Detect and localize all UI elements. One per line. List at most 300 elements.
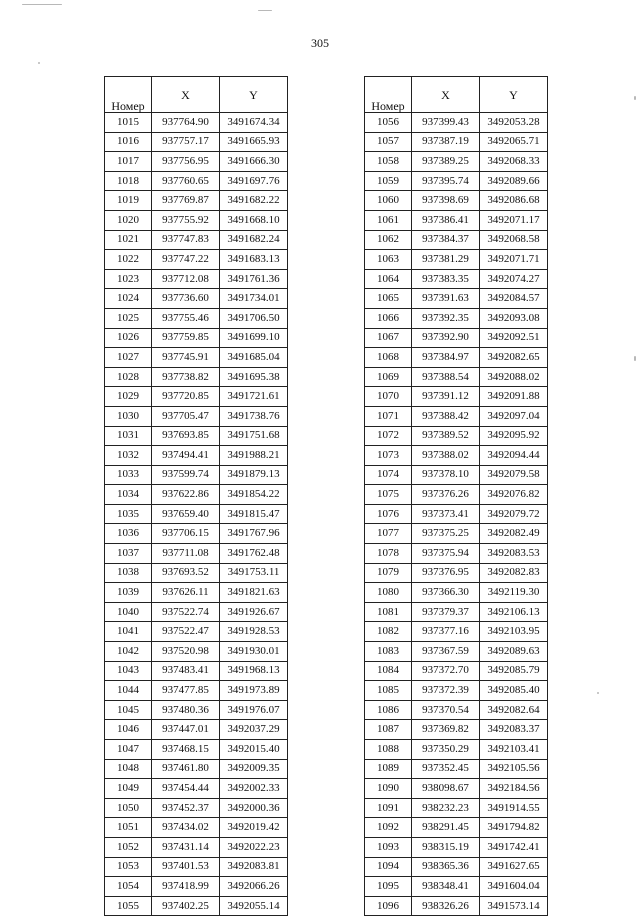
table-row [105, 113, 288, 133]
x-coordinate-cell: 937392.90 [412, 328, 480, 348]
x-coordinate-cell: 938232.23 [412, 798, 480, 818]
x-coordinate-cell: 937386.41 [412, 210, 480, 230]
x-coordinate-cell: 937431.14 [152, 837, 220, 857]
table-row [365, 113, 548, 133]
table-row [365, 446, 548, 466]
point-number-cell: 1017 [105, 152, 152, 172]
y-coordinate-cell: 3491926.67 [220, 602, 288, 622]
point-number-cell: 1065 [365, 289, 412, 309]
point-number-cell: 1021 [105, 230, 152, 250]
point-number-cell: 1024 [105, 289, 152, 309]
table-row [105, 446, 288, 466]
y-coordinate-cell: 3492066.26 [220, 877, 288, 897]
x-coordinate-cell: 938291.45 [412, 818, 480, 838]
table-row [365, 740, 548, 760]
x-coordinate-cell: 937756.95 [152, 152, 220, 172]
x-coordinate-cell: 938326.26 [412, 896, 480, 916]
y-coordinate-cell: 3492074.27 [480, 269, 548, 289]
x-coordinate-cell: 937599.74 [152, 465, 220, 485]
scan-speck [634, 96, 636, 100]
y-coordinate-cell: 3492103.41 [480, 740, 548, 760]
x-coordinate-cell: 937659.40 [152, 504, 220, 524]
x-coordinate-cell: 937755.92 [152, 210, 220, 230]
y-coordinate-cell: 3491753.11 [220, 563, 288, 583]
x-coordinate-cell: 937381.29 [412, 250, 480, 270]
point-number-cell: 1082 [365, 622, 412, 642]
y-coordinate-cell: 3492037.29 [220, 720, 288, 740]
table-row [365, 681, 548, 701]
table-row [105, 798, 288, 818]
point-number-cell: 1094 [365, 857, 412, 877]
point-number-cell: 1086 [365, 700, 412, 720]
table-row [105, 720, 288, 740]
point-number-cell: 1075 [365, 485, 412, 505]
table-row [365, 602, 548, 622]
y-coordinate-cell: 3491682.24 [220, 230, 288, 250]
table-row [365, 367, 548, 387]
table-row [365, 308, 548, 328]
x-coordinate-cell: 937622.86 [152, 485, 220, 505]
point-number-cell: 1047 [105, 740, 152, 760]
y-coordinate-cell: 3492071.17 [480, 210, 548, 230]
y-coordinate-cell: 3492105.56 [480, 759, 548, 779]
point-number-cell: 1048 [105, 759, 152, 779]
point-number-cell: 1079 [365, 563, 412, 583]
y-coordinate-cell: 3491695.38 [220, 367, 288, 387]
point-number-cell: 1080 [365, 583, 412, 603]
point-number-cell: 1087 [365, 720, 412, 740]
y-coordinate-cell: 3491815.47 [220, 504, 288, 524]
x-coordinate-cell: 937747.83 [152, 230, 220, 250]
table-row [105, 583, 288, 603]
y-coordinate-cell: 3491928.53 [220, 622, 288, 642]
table-row [365, 798, 548, 818]
y-coordinate-cell: 3492015.40 [220, 740, 288, 760]
table-row [105, 328, 288, 348]
x-coordinate-cell: 937461.80 [152, 759, 220, 779]
table-row [105, 524, 288, 544]
x-coordinate-cell: 937747.22 [152, 250, 220, 270]
x-coordinate-cell: 937391.63 [412, 289, 480, 309]
table-row [365, 661, 548, 681]
y-coordinate-cell: 3492119.30 [480, 583, 548, 603]
point-number-cell: 1077 [365, 524, 412, 544]
y-coordinate-cell: 3492094.44 [480, 446, 548, 466]
y-coordinate-cell: 3491976.07 [220, 700, 288, 720]
table-row [365, 563, 548, 583]
table-row [105, 426, 288, 446]
x-coordinate-cell: 937372.70 [412, 661, 480, 681]
y-coordinate-cell: 3492095.92 [480, 426, 548, 446]
table-row [105, 171, 288, 191]
point-number-cell: 1059 [365, 171, 412, 191]
point-number-cell: 1050 [105, 798, 152, 818]
x-coordinate-cell: 937736.60 [152, 289, 220, 309]
column-header-number: Номер [105, 77, 152, 113]
point-number-cell: 1031 [105, 426, 152, 446]
y-coordinate-cell: 3491854.22 [220, 485, 288, 505]
point-number-cell: 1049 [105, 779, 152, 799]
table-row [365, 877, 548, 897]
y-coordinate-cell: 3491761.36 [220, 269, 288, 289]
x-coordinate-cell: 937757.17 [152, 132, 220, 152]
table-row [105, 367, 288, 387]
point-number-cell: 1022 [105, 250, 152, 270]
y-coordinate-cell: 3491988.21 [220, 446, 288, 466]
point-number-cell: 1076 [365, 504, 412, 524]
x-coordinate-cell: 937399.43 [412, 113, 480, 133]
table-row [105, 308, 288, 328]
x-coordinate-cell: 937376.95 [412, 563, 480, 583]
column-header-x: X [152, 77, 220, 113]
y-coordinate-cell: 3492022.23 [220, 837, 288, 857]
y-coordinate-cell: 3491682.22 [220, 191, 288, 211]
table-row [365, 837, 548, 857]
point-number-cell: 1089 [365, 759, 412, 779]
point-number-cell: 1019 [105, 191, 152, 211]
y-coordinate-cell: 3492009.35 [220, 759, 288, 779]
y-coordinate-cell: 3491699.10 [220, 328, 288, 348]
x-coordinate-cell: 937392.35 [412, 308, 480, 328]
y-coordinate-cell: 3492083.53 [480, 544, 548, 564]
point-number-cell: 1051 [105, 818, 152, 838]
point-number-cell: 1046 [105, 720, 152, 740]
x-coordinate-cell: 937373.41 [412, 504, 480, 524]
y-coordinate-cell: 3491685.04 [220, 348, 288, 368]
x-coordinate-cell: 937494.41 [152, 446, 220, 466]
x-coordinate-cell: 937483.41 [152, 661, 220, 681]
point-number-cell: 1067 [365, 328, 412, 348]
y-coordinate-cell: 3491683.13 [220, 250, 288, 270]
x-coordinate-cell: 937452.37 [152, 798, 220, 818]
y-coordinate-cell: 3491573.14 [480, 896, 548, 916]
x-coordinate-cell: 937738.82 [152, 367, 220, 387]
y-coordinate-cell: 3492068.58 [480, 230, 548, 250]
x-coordinate-cell: 937379.37 [412, 602, 480, 622]
table-row [105, 642, 288, 662]
x-coordinate-cell: 937755.46 [152, 308, 220, 328]
x-coordinate-cell: 937376.26 [412, 485, 480, 505]
y-coordinate-cell: 3491738.76 [220, 406, 288, 426]
point-number-cell: 1028 [105, 367, 152, 387]
x-coordinate-cell: 937388.02 [412, 446, 480, 466]
scan-speck [38, 62, 40, 64]
table-row [365, 210, 548, 230]
y-coordinate-cell: 3492079.58 [480, 465, 548, 485]
table-row [365, 387, 548, 407]
x-coordinate-cell: 937369.82 [412, 720, 480, 740]
point-number-cell: 1061 [365, 210, 412, 230]
x-coordinate-cell: 937375.94 [412, 544, 480, 564]
point-number-cell: 1064 [365, 269, 412, 289]
point-number-cell: 1033 [105, 465, 152, 485]
x-coordinate-cell: 937388.42 [412, 406, 480, 426]
x-coordinate-cell: 937383.35 [412, 269, 480, 289]
y-coordinate-cell: 3492083.81 [220, 857, 288, 877]
point-number-cell: 1037 [105, 544, 152, 564]
point-number-cell: 1018 [105, 171, 152, 191]
x-coordinate-cell: 937375.25 [412, 524, 480, 544]
column-header-number: Номер [365, 77, 412, 113]
point-number-cell: 1023 [105, 269, 152, 289]
x-coordinate-cell: 937626.11 [152, 583, 220, 603]
column-header-x: X [412, 77, 480, 113]
table-row [105, 602, 288, 622]
y-coordinate-cell: 3492065.71 [480, 132, 548, 152]
table-row [365, 230, 548, 250]
x-coordinate-cell: 937712.08 [152, 269, 220, 289]
coordinates-table-right [364, 76, 548, 916]
x-coordinate-cell: 937372.39 [412, 681, 480, 701]
point-number-cell: 1015 [105, 113, 152, 133]
x-coordinate-cell: 937760.65 [152, 171, 220, 191]
x-coordinate-cell: 937350.29 [412, 740, 480, 760]
table-row [105, 563, 288, 583]
x-coordinate-cell: 938348.41 [412, 877, 480, 897]
table-row [365, 583, 548, 603]
point-number-cell: 1039 [105, 583, 152, 603]
x-coordinate-cell: 937769.87 [152, 191, 220, 211]
x-coordinate-cell: 938365.36 [412, 857, 480, 877]
x-coordinate-cell: 937477.85 [152, 681, 220, 701]
table-row [365, 289, 548, 309]
point-number-cell: 1060 [365, 191, 412, 211]
x-coordinate-cell: 937693.52 [152, 563, 220, 583]
y-coordinate-cell: 3492085.79 [480, 661, 548, 681]
x-coordinate-cell: 937447.01 [152, 720, 220, 740]
y-coordinate-cell: 3491742.41 [480, 837, 548, 857]
table-row [105, 779, 288, 799]
x-coordinate-cell: 937522.47 [152, 622, 220, 642]
x-coordinate-cell: 937366.30 [412, 583, 480, 603]
x-coordinate-cell: 937454.44 [152, 779, 220, 799]
y-coordinate-cell: 3492088.02 [480, 367, 548, 387]
point-number-cell: 1042 [105, 642, 152, 662]
y-coordinate-cell: 3491721.61 [220, 387, 288, 407]
point-number-cell: 1036 [105, 524, 152, 544]
x-coordinate-cell: 937745.91 [152, 348, 220, 368]
x-coordinate-cell: 937384.97 [412, 348, 480, 368]
point-number-cell: 1066 [365, 308, 412, 328]
point-number-cell: 1055 [105, 896, 152, 916]
y-coordinate-cell: 3492092.51 [480, 328, 548, 348]
table-row [105, 504, 288, 524]
x-coordinate-cell: 937370.54 [412, 700, 480, 720]
table-row [105, 230, 288, 250]
table-row [105, 250, 288, 270]
table-row [105, 191, 288, 211]
x-coordinate-cell: 938098.67 [412, 779, 480, 799]
y-coordinate-cell: 3491879.13 [220, 465, 288, 485]
table-row [105, 406, 288, 426]
point-number-cell: 1093 [365, 837, 412, 857]
table-row [105, 465, 288, 485]
x-coordinate-cell: 937711.08 [152, 544, 220, 564]
point-number-cell: 1073 [365, 446, 412, 466]
y-coordinate-cell: 3491767.96 [220, 524, 288, 544]
point-number-cell: 1072 [365, 426, 412, 446]
table-row [365, 504, 548, 524]
table-row [105, 877, 288, 897]
y-coordinate-cell: 3491968.13 [220, 661, 288, 681]
x-coordinate-cell: 937759.85 [152, 328, 220, 348]
point-number-cell: 1034 [105, 485, 152, 505]
point-number-cell: 1052 [105, 837, 152, 857]
x-coordinate-cell: 937764.90 [152, 113, 220, 133]
table-row [105, 387, 288, 407]
x-coordinate-cell: 937720.85 [152, 387, 220, 407]
y-coordinate-cell: 3492103.95 [480, 622, 548, 642]
y-coordinate-cell: 3492085.40 [480, 681, 548, 701]
x-coordinate-cell: 938315.19 [412, 837, 480, 857]
scan-speck [22, 4, 62, 5]
y-coordinate-cell: 3492106.13 [480, 602, 548, 622]
point-number-cell: 1071 [365, 406, 412, 426]
x-coordinate-cell: 937352.45 [412, 759, 480, 779]
point-number-cell: 1057 [365, 132, 412, 152]
table-row [105, 681, 288, 701]
y-coordinate-cell: 3492082.83 [480, 563, 548, 583]
y-coordinate-cell: 3491674.34 [220, 113, 288, 133]
x-coordinate-cell: 937384.37 [412, 230, 480, 250]
point-number-cell: 1041 [105, 622, 152, 642]
table-row [365, 426, 548, 446]
point-number-cell: 1084 [365, 661, 412, 681]
point-number-cell: 1032 [105, 446, 152, 466]
point-number-cell: 1078 [365, 544, 412, 564]
table-row [365, 348, 548, 368]
table-row [365, 171, 548, 191]
table-row [105, 857, 288, 877]
table-row [365, 406, 548, 426]
table-row [365, 485, 548, 505]
table-row [105, 740, 288, 760]
y-coordinate-cell: 3492084.57 [480, 289, 548, 309]
table-row [105, 210, 288, 230]
table-row [365, 524, 548, 544]
y-coordinate-cell: 3492053.28 [480, 113, 548, 133]
table-row [365, 779, 548, 799]
point-number-cell: 1044 [105, 681, 152, 701]
y-coordinate-cell: 3491734.01 [220, 289, 288, 309]
y-coordinate-cell: 3492093.08 [480, 308, 548, 328]
table-row [365, 700, 548, 720]
table-row [365, 544, 548, 564]
point-number-cell: 1062 [365, 230, 412, 250]
table-row [365, 191, 548, 211]
table-row [365, 642, 548, 662]
table-row [365, 818, 548, 838]
table-row [365, 250, 548, 270]
point-number-cell: 1016 [105, 132, 152, 152]
y-coordinate-cell: 3492082.49 [480, 524, 548, 544]
x-coordinate-cell: 937391.12 [412, 387, 480, 407]
y-coordinate-cell: 3491668.10 [220, 210, 288, 230]
table-row [105, 661, 288, 681]
x-coordinate-cell: 937401.53 [152, 857, 220, 877]
point-number-cell: 1095 [365, 877, 412, 897]
y-coordinate-cell: 3491751.68 [220, 426, 288, 446]
y-coordinate-cell: 3491697.76 [220, 171, 288, 191]
point-number-cell: 1088 [365, 740, 412, 760]
y-coordinate-cell: 3491706.50 [220, 308, 288, 328]
table-row [105, 132, 288, 152]
point-number-cell: 1096 [365, 896, 412, 916]
y-coordinate-cell: 3492082.64 [480, 700, 548, 720]
y-coordinate-cell: 3492091.88 [480, 387, 548, 407]
y-coordinate-cell: 3492055.14 [220, 896, 288, 916]
scan-speck [634, 356, 636, 361]
y-coordinate-cell: 3492083.37 [480, 720, 548, 740]
table-row [105, 818, 288, 838]
x-coordinate-cell: 937520.98 [152, 642, 220, 662]
y-coordinate-cell: 3492086.68 [480, 191, 548, 211]
point-number-cell: 1054 [105, 877, 152, 897]
point-number-cell: 1053 [105, 857, 152, 877]
point-number-cell: 1090 [365, 779, 412, 799]
table-row [105, 348, 288, 368]
point-number-cell: 1063 [365, 250, 412, 270]
x-coordinate-cell: 937398.69 [412, 191, 480, 211]
table-row [365, 269, 548, 289]
table-row [365, 896, 548, 916]
x-coordinate-cell: 937377.16 [412, 622, 480, 642]
y-coordinate-cell: 3491973.89 [220, 681, 288, 701]
y-coordinate-cell: 3492076.82 [480, 485, 548, 505]
point-number-cell: 1068 [365, 348, 412, 368]
y-coordinate-cell: 3492089.63 [480, 642, 548, 662]
x-coordinate-cell: 937388.54 [412, 367, 480, 387]
point-number-cell: 1038 [105, 563, 152, 583]
table-row [365, 720, 548, 740]
point-number-cell: 1040 [105, 602, 152, 622]
scan-speck [258, 10, 272, 11]
x-coordinate-cell: 937693.85 [152, 426, 220, 446]
point-number-cell: 1083 [365, 642, 412, 662]
x-coordinate-cell: 937402.25 [152, 896, 220, 916]
y-coordinate-cell: 3492002.33 [220, 779, 288, 799]
table-row [365, 328, 548, 348]
point-number-cell: 1025 [105, 308, 152, 328]
y-coordinate-cell: 3492082.65 [480, 348, 548, 368]
x-coordinate-cell: 937705.47 [152, 406, 220, 426]
point-number-cell: 1069 [365, 367, 412, 387]
table-header-row [365, 77, 548, 113]
table-row [105, 896, 288, 916]
table-row [105, 700, 288, 720]
point-number-cell: 1056 [365, 113, 412, 133]
point-number-cell: 1081 [365, 602, 412, 622]
y-coordinate-cell: 3491762.48 [220, 544, 288, 564]
column-header-y: Y [480, 77, 548, 113]
y-coordinate-cell: 3492184.56 [480, 779, 548, 799]
x-coordinate-cell: 937367.59 [412, 642, 480, 662]
point-number-cell: 1092 [365, 818, 412, 838]
x-coordinate-cell: 937378.10 [412, 465, 480, 485]
x-coordinate-cell: 937418.99 [152, 877, 220, 897]
x-coordinate-cell: 937480.36 [152, 700, 220, 720]
y-coordinate-cell: 3491914.55 [480, 798, 548, 818]
x-coordinate-cell: 937389.52 [412, 426, 480, 446]
point-number-cell: 1085 [365, 681, 412, 701]
y-coordinate-cell: 3492079.72 [480, 504, 548, 524]
y-coordinate-cell: 3491665.93 [220, 132, 288, 152]
point-number-cell: 1027 [105, 348, 152, 368]
point-number-cell: 1091 [365, 798, 412, 818]
y-coordinate-cell: 3492097.04 [480, 406, 548, 426]
column-header-y: Y [220, 77, 288, 113]
table-row [105, 289, 288, 309]
